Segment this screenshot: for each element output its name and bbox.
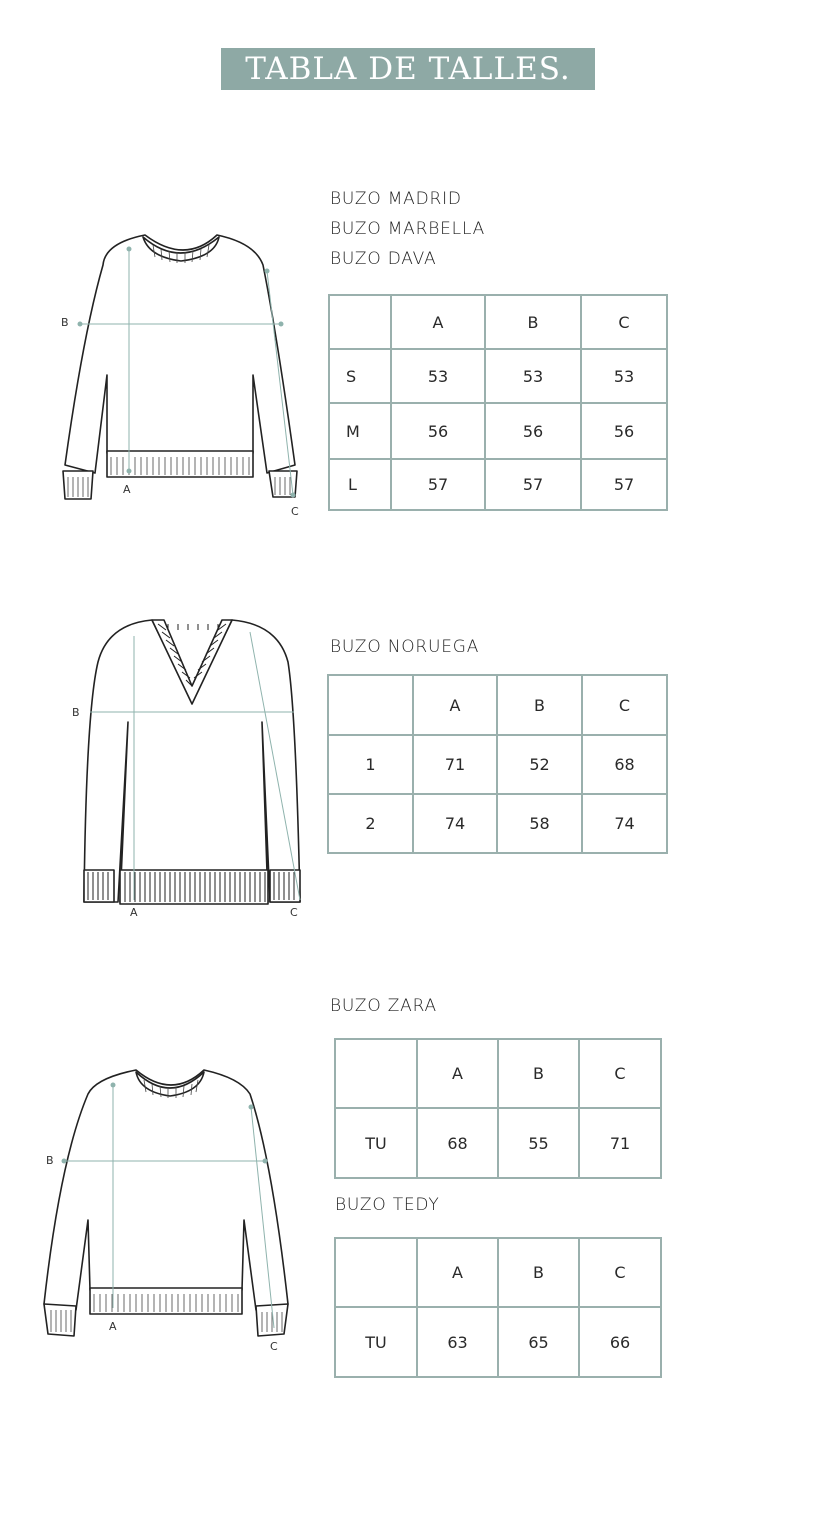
size-label: TU — [335, 1108, 417, 1178]
table-header-row — [335, 1039, 661, 1108]
product-name-madrid: BUZO MADRID — [330, 189, 462, 209]
table-cell: 68 — [582, 735, 667, 794]
table-cell — [328, 675, 413, 735]
table-cell: 71 — [579, 1108, 661, 1178]
measure-label-b: B — [46, 1154, 54, 1167]
table-header-c: C — [579, 1039, 661, 1108]
table-cell: 65 — [498, 1307, 579, 1377]
size-label: M — [329, 403, 391, 459]
table-row — [329, 459, 667, 510]
measure-label-b: B — [61, 316, 69, 329]
table-cell: 56 — [581, 403, 667, 459]
table-cell: 74 — [413, 794, 497, 853]
crewneck-sweater-sketch-1 — [55, 225, 315, 520]
table-cell: 53 — [581, 349, 667, 403]
table-cell: 71 — [413, 735, 497, 794]
measure-label-a: A — [130, 906, 138, 919]
table-cell: 58 — [497, 794, 582, 853]
table-cell — [335, 1238, 417, 1307]
table-header-row — [335, 1238, 661, 1307]
table-cell: 57 — [485, 459, 581, 510]
page-title: TABLA DE TALLES. — [245, 51, 571, 87]
title-banner — [221, 48, 595, 90]
table-header-b: B — [498, 1238, 579, 1307]
table-header-b: B — [498, 1039, 579, 1108]
product-name-dava: BUZO DAVA — [330, 249, 437, 269]
size-table-tedy — [334, 1237, 662, 1378]
table-header-a: A — [417, 1238, 498, 1307]
vneck-sweater-sketch — [68, 612, 313, 922]
size-label: S — [329, 349, 391, 403]
table-cell — [335, 1039, 417, 1108]
table-cell — [329, 295, 391, 349]
table-cell: 74 — [582, 794, 667, 853]
table-row — [328, 735, 667, 794]
table-header-a: A — [413, 675, 497, 735]
measure-label-c: C — [270, 1340, 278, 1353]
measure-label-a: A — [109, 1320, 117, 1333]
product-name-tedy: BUZO TEDY — [335, 1195, 440, 1215]
product-name-zara: BUZO ZARA — [330, 996, 437, 1016]
size-label: TU — [335, 1307, 417, 1377]
table-header-row — [329, 295, 667, 349]
table-row — [328, 794, 667, 853]
table-cell: 52 — [497, 735, 582, 794]
table-header-c: C — [581, 295, 667, 349]
size-table-madrid — [328, 294, 668, 511]
product-name-noruega: BUZO NORUEGA — [330, 637, 480, 657]
table-row — [335, 1307, 661, 1377]
table-cell: 56 — [391, 403, 485, 459]
size-label: 2 — [328, 794, 413, 853]
product-name-marbella: BUZO MARBELLA — [330, 219, 486, 239]
table-cell: 63 — [417, 1307, 498, 1377]
table-header-b: B — [497, 675, 582, 735]
table-cell: 55 — [498, 1108, 579, 1178]
crewneck-sweater-sketch-2 — [40, 1060, 300, 1355]
table-header-a: A — [391, 295, 485, 349]
table-cell: 68 — [417, 1108, 498, 1178]
size-label: 1 — [328, 735, 413, 794]
size-table-noruega — [327, 674, 668, 854]
table-row — [335, 1108, 661, 1178]
measure-label-c: C — [291, 505, 299, 518]
table-cell: 57 — [391, 459, 485, 510]
measure-label-b: B — [72, 706, 80, 719]
table-cell: 57 — [581, 459, 667, 510]
table-row — [329, 403, 667, 459]
table-cell: 53 — [485, 349, 581, 403]
size-label: L — [329, 459, 391, 510]
table-cell: 66 — [579, 1307, 661, 1377]
measure-label-c: C — [290, 906, 298, 919]
table-header-row — [328, 675, 667, 735]
measure-label-a: A — [123, 483, 131, 496]
table-header-c: C — [579, 1238, 661, 1307]
table-header-b: B — [485, 295, 581, 349]
table-header-a: A — [417, 1039, 498, 1108]
table-header-c: C — [582, 675, 667, 735]
table-row — [329, 349, 667, 403]
size-table-zara — [334, 1038, 662, 1179]
table-cell: 53 — [391, 349, 485, 403]
table-cell: 56 — [485, 403, 581, 459]
